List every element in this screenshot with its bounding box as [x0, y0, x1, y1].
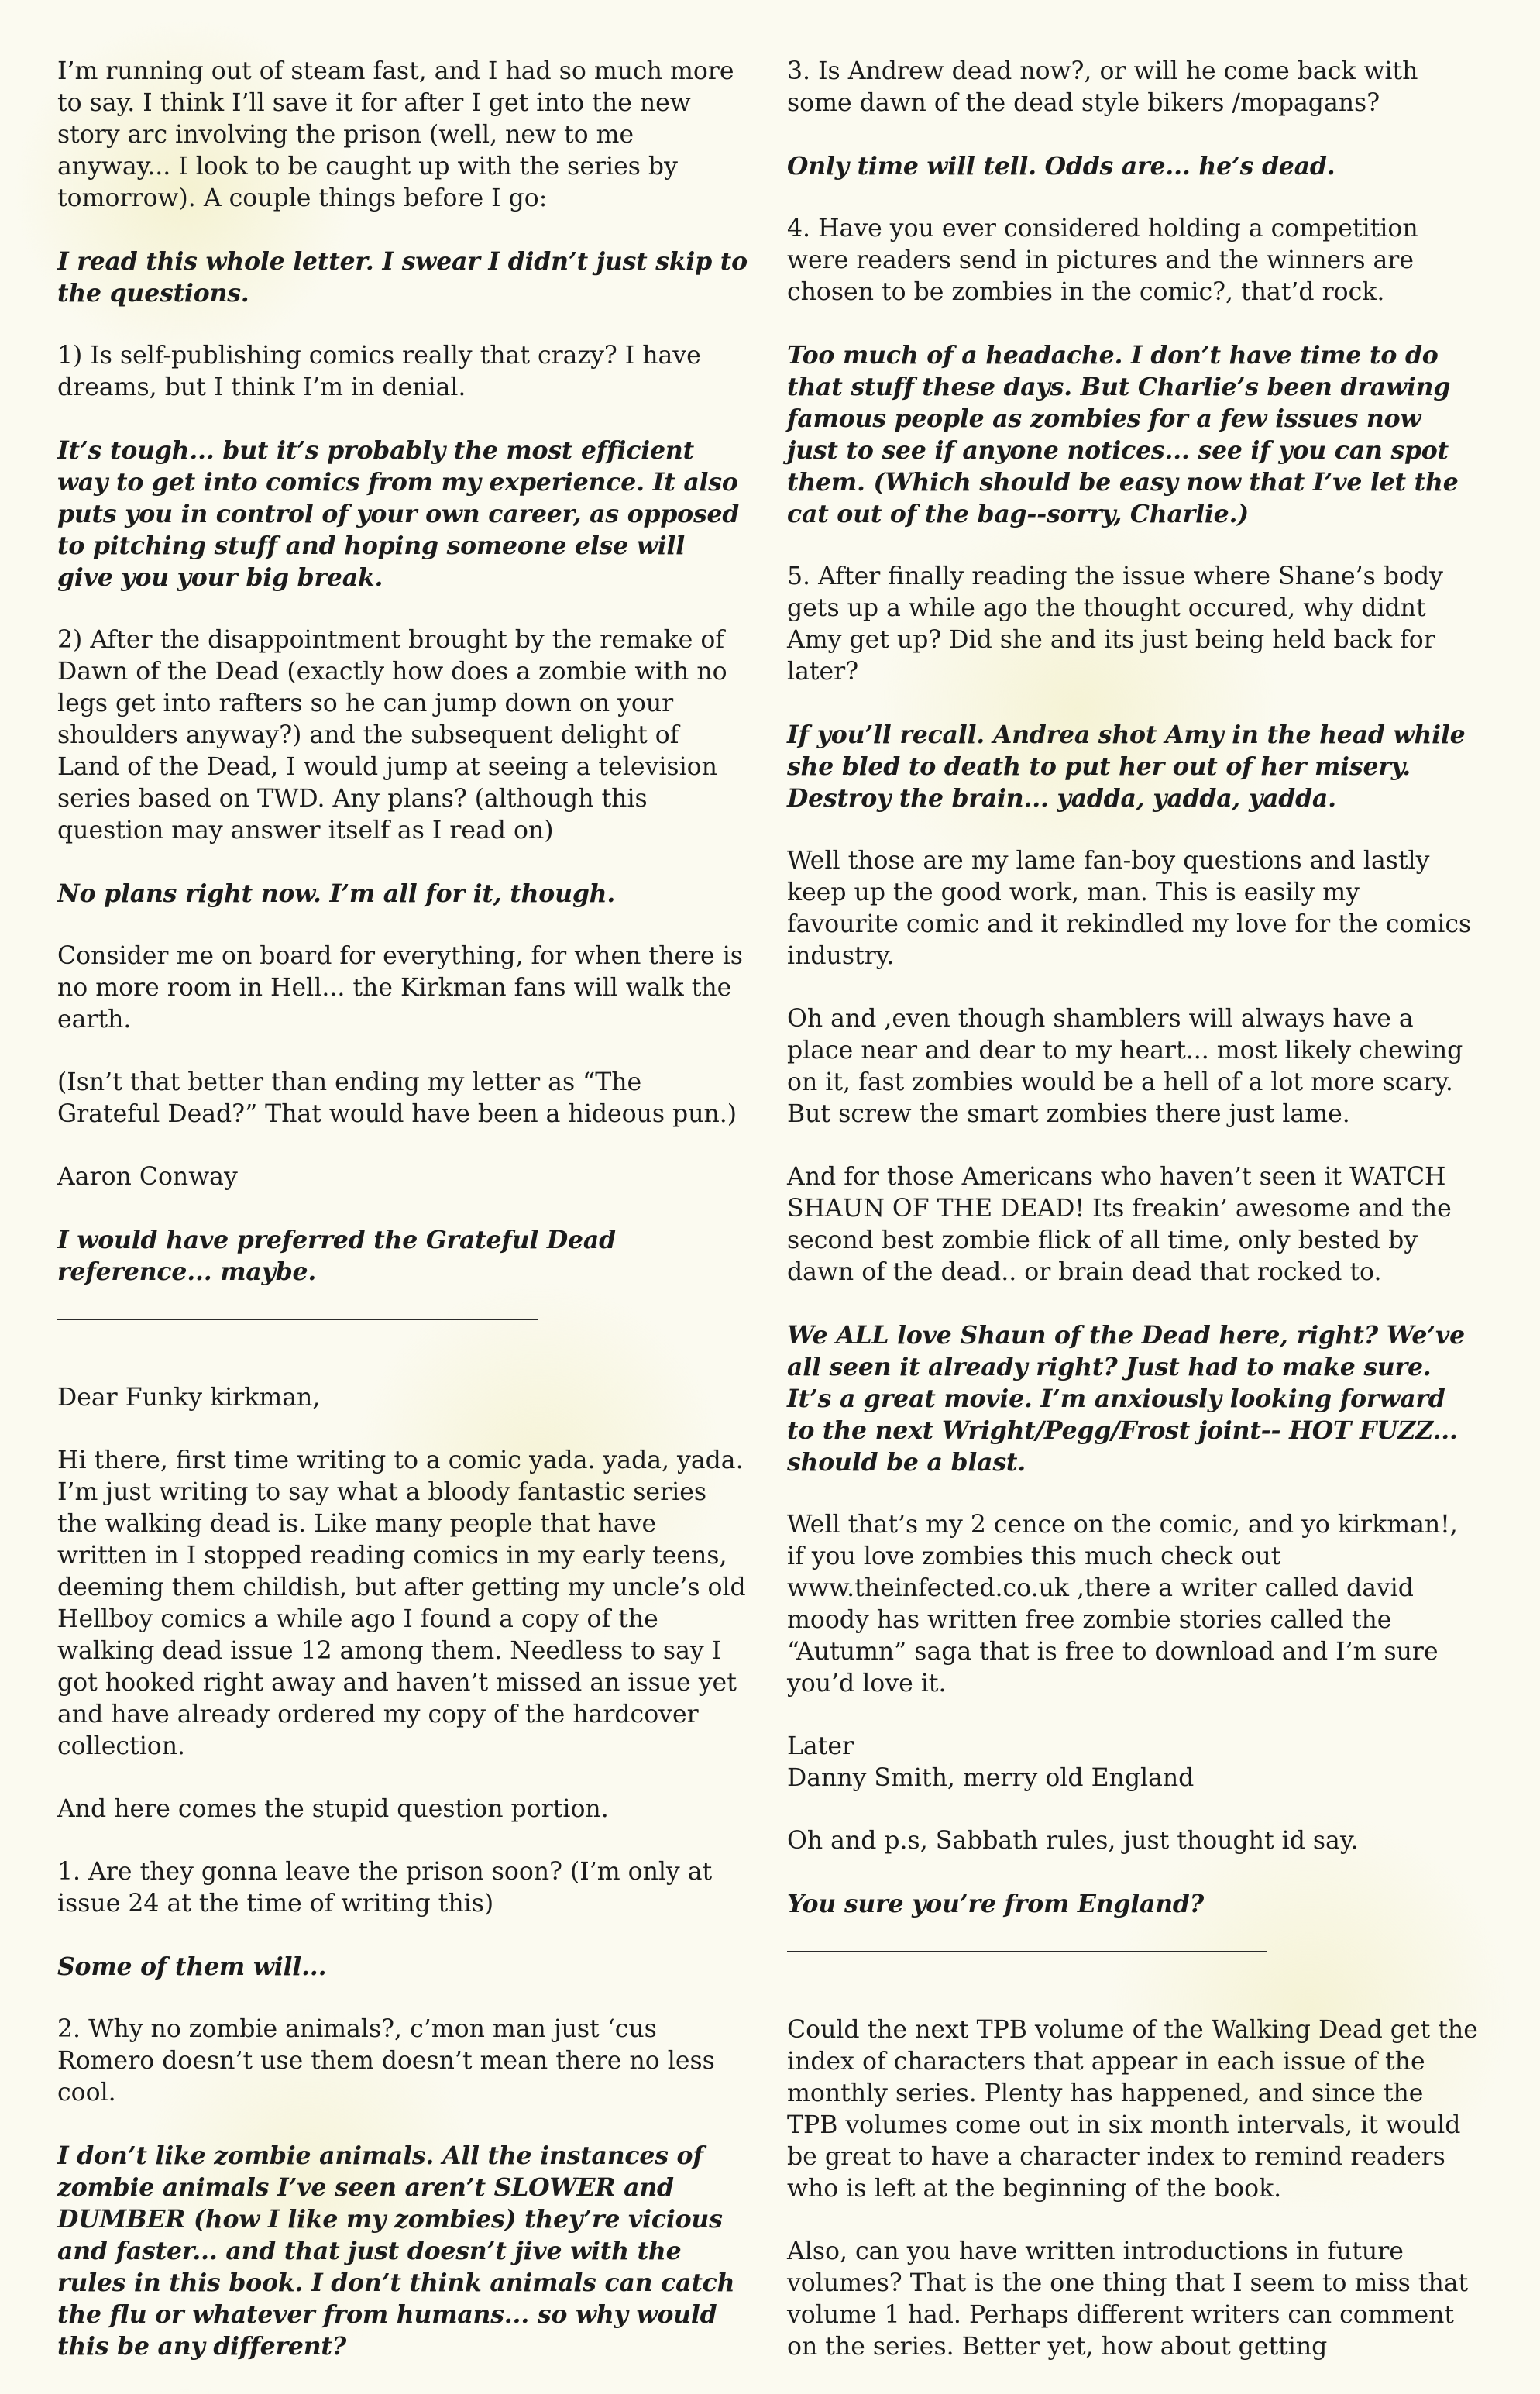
editor-reply: It’s tough... but it’s probably the most efficient way to get into comics from my experience. It also puts you in control of your own career, as opposed to pitching stuff and hoping someone else will give you your big break. — [57, 436, 740, 592]
reader-letter-paragraph: Well those are my lame fan-boy questions and lastly keep up the good work, man. This is easily my favourite comic and it rekindled my love for the comics industry. — [787, 847, 1472, 970]
reader-letter-paragraph: I’m running out of steam fast, and I had so much more to say. I think I’ll save it for after I get into the new story arc involving the prison (well, new to me anyway... I look to be caught up with the series by tomorrow). A couple things before I go: — [57, 57, 734, 212]
reader-letter-paragraph: 2) After the disappointment brought by the remake of Dawn of the Dead (exactly how does a zombie with no legs get into rafters so he can jump down on your shoulders anyway?) and the subsequent delight of Land of the Dead, I would jump at seeing a television series based on TWD. Any plans? (although this question may answer itself as I read on) — [57, 626, 727, 844]
editor-reply: I would have preferred the Grateful Dead reference... maybe. — [57, 1226, 616, 1286]
reader-letter-paragraph: Dear Funky kirkman, — [57, 1384, 321, 1412]
section-divider — [787, 1951, 1267, 1952]
reader-letter-paragraph: 3. Is Andrew dead now?, or will he come back with some dawn of the dead style bikers /mopagans? — [787, 57, 1418, 117]
reader-letter-paragraph: And for those Americans who haven’t seen it WATCH SHAUN OF THE DEAD! Its freakin’ awesome and the second best zombie flick of all time, only bested by dawn of the dead.. or brain dead that rocked to. — [787, 1163, 1452, 1286]
reader-letter-paragraph: 2. Why no zombie animals?, c’mon man just ‘cus Romero doesn’t use them doesn’t mean there no less cool. — [57, 2015, 715, 2107]
reader-letter-paragraph: Consider me on board for everything, for when there is no more room in Hell... the Kirkman fans will walk the earth. — [57, 942, 743, 1034]
reader-letter-paragraph: 1. Are they gonna leave the prison soon? (I’m only at issue 24 at the time of writing this) — [57, 1858, 713, 1918]
left-column — [57, 56, 748, 2393]
reader-letter-paragraph: Well that’s my 2 cence on the comic, and yo kirkman!, if you love zombies this much check out www.theinfected.co.uk ,there a writer called david moody has written free zombie stories called the “Autumn” saga that is free to download and I’m sure you’d love it. — [787, 1511, 1458, 1697]
editor-reply: Only time will tell. Odds are... he’s dead. — [787, 152, 1335, 181]
reader-letter-paragraph: And here comes the stupid question portion. — [57, 1795, 609, 1823]
reader-letter-paragraph: Oh and p.s, Sabbath rules, just thought id say. — [787, 1827, 1359, 1855]
editor-reply: Too much of a headache. I don’t have time to do that stuff these days. But Charlie’s been drawing famous people as zombies for a few issues now just to see if anyone notices... see if you can spot them. (Which should be easy now that I’ve let the cat out of the bag--sorry, Charlie.) — [787, 341, 1459, 528]
editor-reply: I read this whole letter. I swear I didn’t just skip to the questions. — [57, 247, 748, 308]
reader-letter-paragraph: (Isn’t that better than ending my letter as “The Grateful Dead?” That would have been a hideous pun.) — [57, 1068, 737, 1128]
editor-reply: No plans right now. I’m all for it, though. — [57, 879, 616, 908]
section-divider — [57, 1319, 538, 1320]
reader-letter-paragraph: Aaron Conway — [57, 1163, 238, 1191]
editor-reply: You sure you’re from England? — [787, 1890, 1205, 1918]
reader-letter-paragraph: Later Danny Smith, merry old England — [787, 1732, 1195, 1792]
reader-letter-paragraph: Oh and ,even though shamblers will always have a place near and dear to my heart... most likely chewing on it, fast zombies would be a hell of a lot more scary. But screw the smart zombies there just lame. — [787, 1005, 1463, 1128]
editor-reply: Some of them will... — [57, 1952, 327, 1981]
editor-reply: If you’ll recall. Andrea shot Amy in the head while she bled to death to put her out of her misery. Destroy the brain... yadda, yadda, yadda. — [787, 721, 1466, 813]
reader-letter-paragraph: Hi there, first time writing to a comic yada. yada, yada. I’m just writing to say what a bloody fantastic series the walking dead is. Like many people that have written in I stopped reading comics in my early teens, deeming them childish, but after getting my uncle’s old Hellboy comics a while ago I found a copy of the walking dead issue 12 among them. Needless to say I got hooked right away and haven’t missed an issue yet and have already ordered my copy of the hardcover collection. — [57, 1446, 746, 1760]
reader-letter-paragraph: 5. After finally reading the issue where Shane’s body gets up a while ago the thought occured, why didnt Amy get up? Did she and its just being held back for later? — [787, 562, 1443, 686]
editor-reply: We ALL love Shaun of the Dead here, right? We’ve all seen it already right? Just had to make sure. It’s a great movie. I’m anxiously looking forward to the next Wright/Pegg/Frost joint-- HOT FUZZ... should be a blast. — [787, 1321, 1465, 1477]
reader-letter-paragraph: 4. Have you ever considered holding a competition were readers send in pictures and the winners are chosen to be zombies in the comic?, that’d rock. — [787, 215, 1418, 306]
right-column — [787, 56, 1478, 2394]
reader-letter-paragraph: 1) Is self-publishing comics really that crazy? I have dreams, but I think I’m in denial. — [57, 342, 701, 401]
reader-letter-paragraph: Could the next TPB volume of the Walking Dead get the index of characters that appear in each issue of the monthly series. Plenty has happened, and since the TPB volumes come out in six month intervals, it would be great to have a character index to remind readers who is left at the beginning of the book. — [787, 2016, 1478, 2203]
reader-letter-paragraph: Also, can you have written introductions in future volumes? That is the one thing that I seem to miss that volume 1 had. Perhaps different writers can comment on the series. Better yet, how about getting — [787, 2237, 1469, 2361]
editor-reply: I don’t like zombie animals. All the instances of zombie animals I’ve seen aren’t SLOWER and DUMBER (how I like my zombies) they’re vicious and faster... and that just doesn’t jive with the rules in this book. I don’t think animals can catch the flu or whatever from humans... so why would this be any different? — [57, 2141, 735, 2361]
